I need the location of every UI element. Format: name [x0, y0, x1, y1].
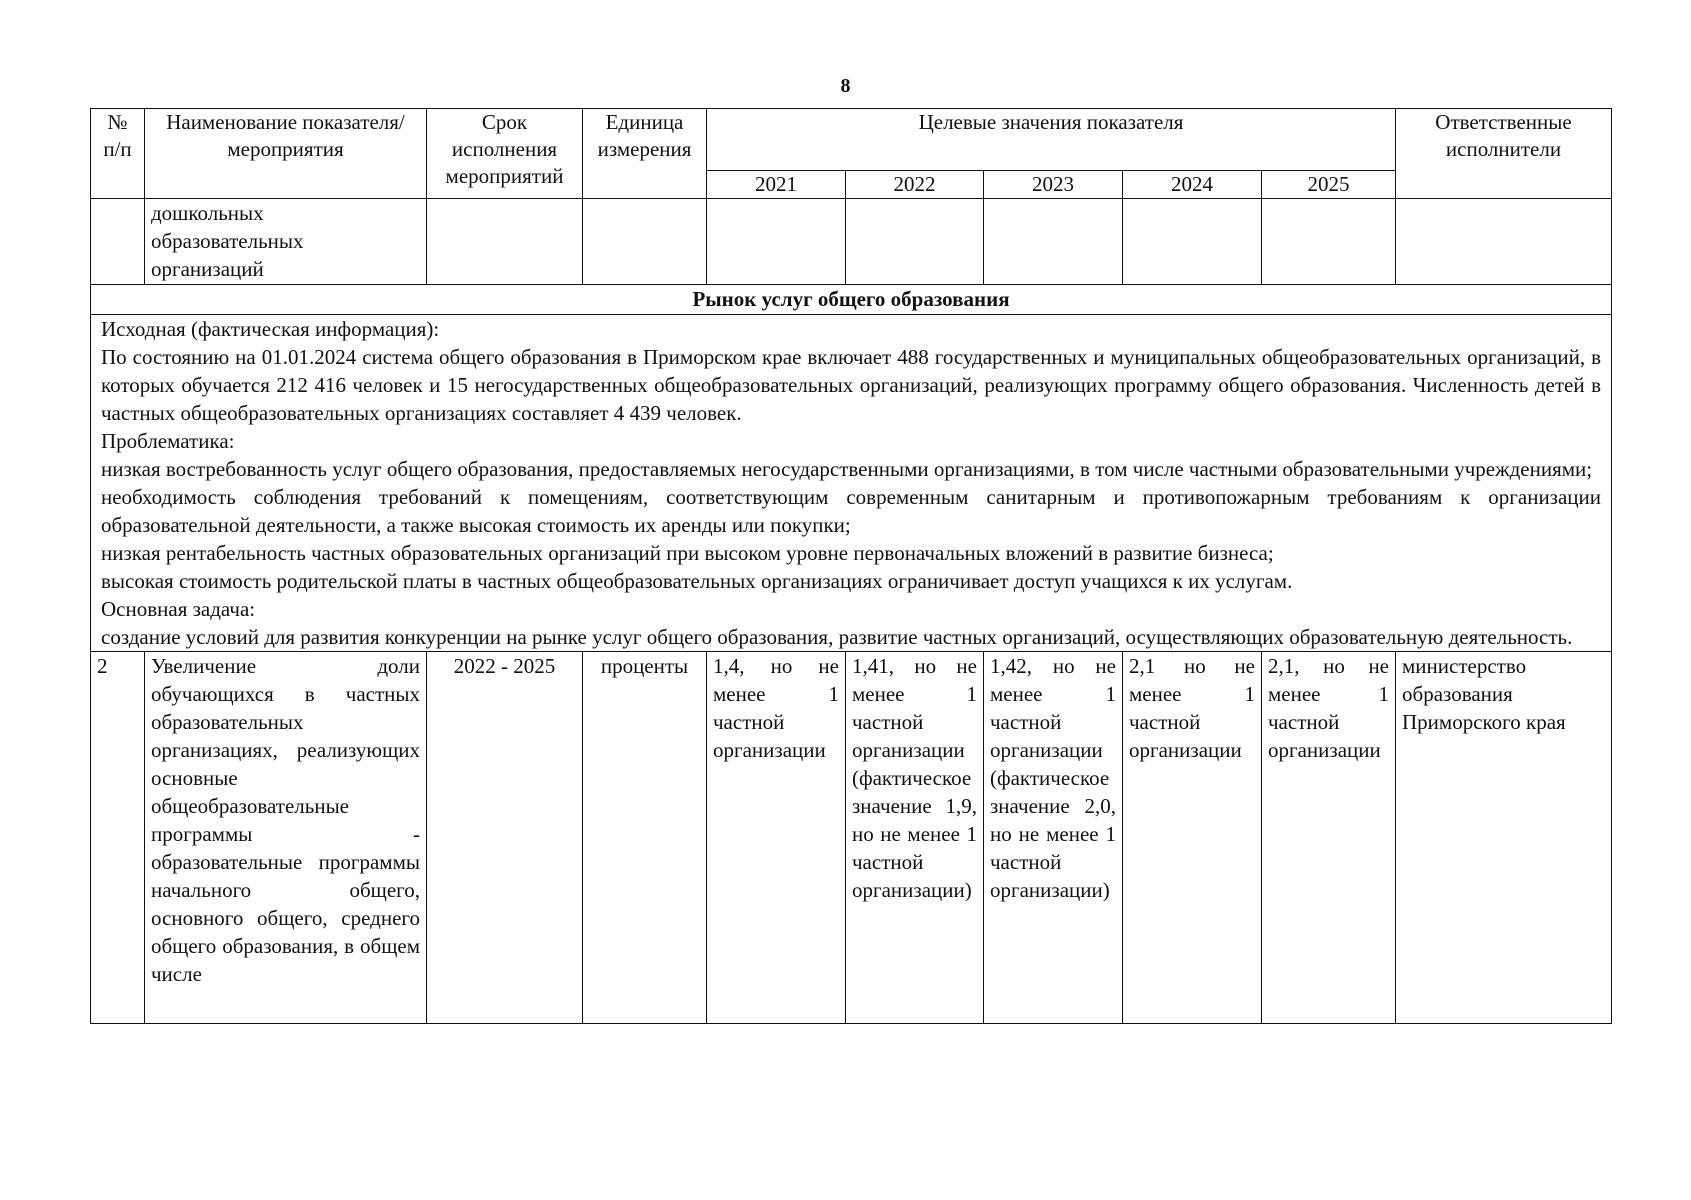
header-targets: Целевые значения показателя	[707, 109, 1396, 171]
info-paragraph: низкая рентабельность частных образовательных организаций при высоком уровне первоначальных вложений в развитие бизнеса;	[101, 541, 1274, 565]
row2-value-2023: 1,42, но не менее 1 частной организации (фактическое значение 2,0, но не менее 1 частной организации)	[984, 652, 1123, 1024]
indicators-table	[90, 108, 1612, 1024]
header-name: Наименование показателя/мероприятия	[145, 109, 427, 199]
header-responsible: Ответственные исполнители	[1396, 109, 1612, 199]
row2-name: Увеличение доли обучающихся в частных образовательных организациях, реализующих основные общеобразовательные программы - образовательные программы начального общего, основного общего, среднего общего образования, в общем числе	[145, 652, 427, 1024]
section-info	[91, 315, 1612, 652]
row2-value-2025: 2,1, но не менее 1 частной организации	[1262, 652, 1396, 1024]
header-year: 2022	[846, 171, 984, 199]
header-term: Срок исполнения мероприятий	[427, 109, 583, 199]
header-year: 2021	[707, 171, 846, 199]
section-title: Рынок услуг общего образования	[91, 285, 1612, 315]
row2-unit: проценты	[583, 652, 707, 1024]
info-paragraph: создание условий для развития конкуренции на рынке услуг общего образования, развитие частных организаций, осуществляющих образовательную деятельность.	[101, 625, 1573, 649]
info-paragraph: необходимость соблюдения требований к помещениям, соответствующим современным санитарным и противопожарным требованиям к организации образовательной деятельности, а также высокая стоимость их аренды или покупки;	[101, 485, 1602, 537]
header-year: 2025	[1262, 171, 1396, 199]
info-paragraph: Основная задача:	[101, 597, 256, 621]
header-year: 2023	[984, 171, 1123, 199]
row2-term: 2022 - 2025	[427, 652, 583, 1024]
page-number: 8	[840, 75, 851, 97]
info-paragraph: Проблематика:	[101, 429, 235, 453]
header-year: 2024	[1123, 171, 1262, 199]
prev-row-num	[91, 199, 145, 285]
row2-responsible: министерство образования Приморского края	[1396, 652, 1612, 1024]
row2-num: 2	[91, 652, 145, 1024]
info-paragraph: Исходная (фактическая информация):	[101, 317, 440, 341]
row2-value-2024: 2,1 но не менее 1 частной организации	[1123, 652, 1262, 1024]
header-unit: Единица измерения	[583, 109, 707, 199]
info-paragraph: низкая востребованность услуг общего образования, предоставляемых негосударственными организациями, в том числе частными образовательными учреждениями;	[101, 457, 1593, 481]
row2-value-2021: 1,4, но не менее 1 частной организации	[707, 652, 846, 1024]
info-paragraph: По состоянию на 01.01.2024 система общего образования в Приморском крае включает 488 государственных и муниципальных общеобразовательных организаций, в которых обучается 212 416 человек и 15 негосударственных общеобразовательных организаций, реализующих программу общего образования. Численность детей в частных общеобразовательных организациях составляет 4 439 человек.	[101, 345, 1602, 425]
info-paragraph: высокая стоимость родительской платы в частных общеобразовательных организациях ограничивает доступ учащихся к их услугам.	[101, 569, 1293, 593]
prev-row-name: дошкольных образовательных организаций	[145, 199, 427, 285]
header-num: № п/п	[91, 109, 145, 199]
row2-value-2022: 1,41, но не менее 1 частной организации (фактическое значение 1,9, но не менее 1 частной организации)	[846, 652, 984, 1024]
